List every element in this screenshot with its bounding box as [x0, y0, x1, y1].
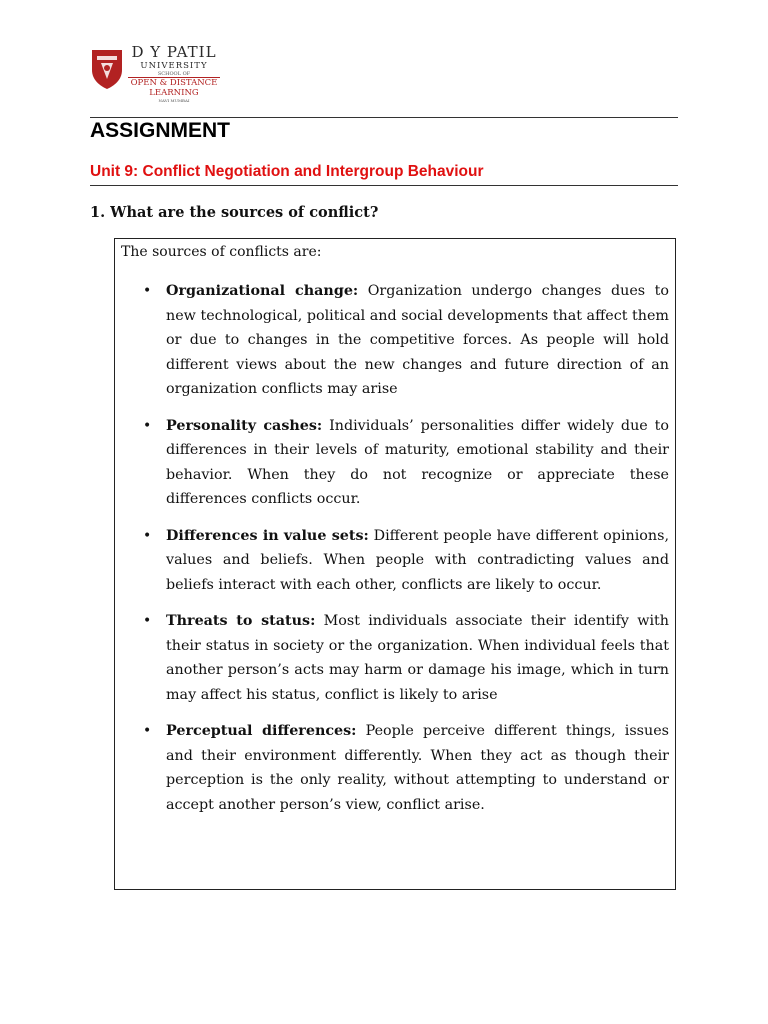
- point-term: Organizational change:: [166, 283, 359, 299]
- point-term: Threats to status:: [166, 613, 316, 629]
- logo-line-5: LEARNING: [149, 88, 199, 98]
- unit-subtitle: Unit 9: Conflict Negotiation and Intergroup Behaviour: [90, 163, 484, 180]
- logo-line-1: D Y PATIL: [131, 43, 217, 61]
- bullet-icon: •: [143, 417, 152, 434]
- bullet-icon: •: [143, 723, 152, 739]
- point-body: Organization undergo changes dues to new technological, political and social developments that affect them or due to changes in the competitive forces. As people will hold different views about the new changes and future direction of an organization conflicts may arise: [166, 283, 669, 397]
- point-text: [166, 719, 669, 817]
- logo-line-3: SCHOOL OF: [157, 71, 191, 77]
- point-term: Differences in value sets:: [166, 527, 369, 544]
- list-item: [115, 414, 669, 512]
- point-body: Most individuals associate their identify with their status in society or the organization. When individual feels that another person’s acts may harm or damage his image, which in turn may affect his status, conflict is likely to arise: [166, 613, 669, 703]
- bullet-icon: •: [143, 527, 152, 544]
- point-text: [166, 524, 669, 598]
- logo-wordmark: [128, 44, 220, 103]
- bullet-icon: •: [143, 283, 152, 299]
- point-body: People perceive different things, issues and their environment differently. When they act as though their perception is the only reality, without attempting to understand or accept another person’s view, conflict arise.: [166, 723, 670, 813]
- logo-line-2: UNIVERSITY: [140, 61, 208, 71]
- page-title: ASSIGNMENT: [90, 119, 231, 142]
- list-item: [115, 719, 669, 817]
- point-body: Individuals’ personalities differ widely due to differences in their levels of maturity, emotional stability and their behavior. When they do not recognize or appreciate these differences conflicts occur.: [166, 417, 669, 507]
- subtitle-divider: [90, 185, 678, 186]
- bullet-icon: •: [143, 613, 152, 629]
- header-divider: [90, 117, 678, 118]
- sources-list: [115, 279, 675, 829]
- list-item: [115, 524, 669, 598]
- answer-box: [114, 238, 676, 890]
- list-item: [115, 609, 669, 707]
- logo-line-4: OPEN & DISTANCE: [128, 77, 220, 88]
- point-text: [166, 279, 669, 402]
- point-term: Perceptual differences:: [166, 723, 357, 739]
- list-item: [115, 279, 669, 402]
- point-text: [166, 609, 669, 707]
- university-logo: [90, 44, 220, 112]
- point-body: Different people have different opinions, values and beliefs. When people with contradicting values and beliefs interact with each other, conflicts are likely to occur.: [166, 527, 669, 593]
- point-text: [166, 414, 669, 512]
- question-heading: 1. What are the sources of conflict?: [90, 204, 379, 221]
- shield-emblem-icon: [90, 48, 124, 90]
- logo-line-6: NAVI MUMBAI: [158, 98, 190, 103]
- point-term: Personality cashes:: [166, 417, 323, 434]
- answer-intro: The sources of conflicts are:: [121, 244, 322, 260]
